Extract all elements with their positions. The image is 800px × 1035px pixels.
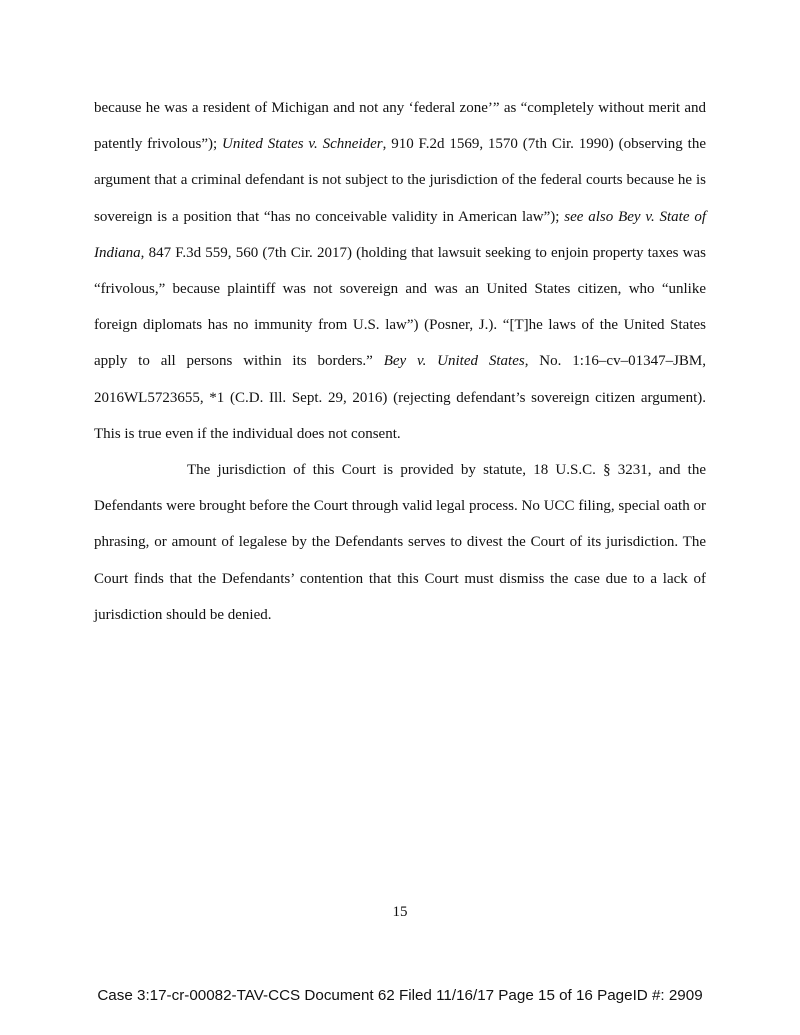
case-citation: Bey v. United States: [383, 353, 525, 370]
page-number: 15: [392, 904, 408, 920]
case-citation: see also Bey v. State of Indiana: [94, 208, 706, 261]
text-run: , 910 F.2d 1569, 1570 (7th Cir. 1990) (observing the argument that a criminal defendant is not subject to the jurisdiction of the federal courts because he is sovereign is a position that “has no conceivable validity in American law”);: [94, 136, 706, 225]
body-text: [94, 90, 706, 633]
text-run: because he was a resident of Michigan and not any ‘federal zone’” as “completely without merit and patently frivolous”);: [94, 100, 706, 153]
case-citation: United States v. Schneider: [222, 136, 383, 153]
case-filing-header: Case 3:17-cr-00082-TAV-CCS Document 62 Filed 11/16/17 Page 15 of 16 PageID #: 2909: [97, 987, 703, 1004]
paragraph-jurisdiction: [94, 452, 706, 633]
text-run: , 847 F.3d 559, 560 (7th Cir. 2017) (holding that lawsuit seeking to enjoin property taxes was “frivolous,” because plaintiff was not sovereign and was an United States citizen, who “unlike foreign diplomats has no immunity from U.S. law”) (Posner, J.). “[T]he laws of the United States apply to all persons within its borders.”: [94, 244, 706, 370]
paragraph-continuation: [94, 90, 706, 452]
text-run: , No. 1:16–cv–01347–JBM, 2016WL5723655, *1 (C.D. Ill. Sept. 29, 2016) (rejecting defendant’s sovereign citizen argument). This is true even if the individual does not consent.: [94, 353, 706, 442]
text-run: The jurisdiction of this Court is provided by statute, 18 U.S.C. § 3231, and the Defendants were brought before the Court through valid legal process. No UCC filing, special oath or phrasing, or amount of legalese by the Defendants serves to divest the Court of its jurisdiction. The Court finds that the Defendants’ contention that this Court must dismiss the case due to a lack of jurisdiction should be denied.: [94, 462, 706, 623]
